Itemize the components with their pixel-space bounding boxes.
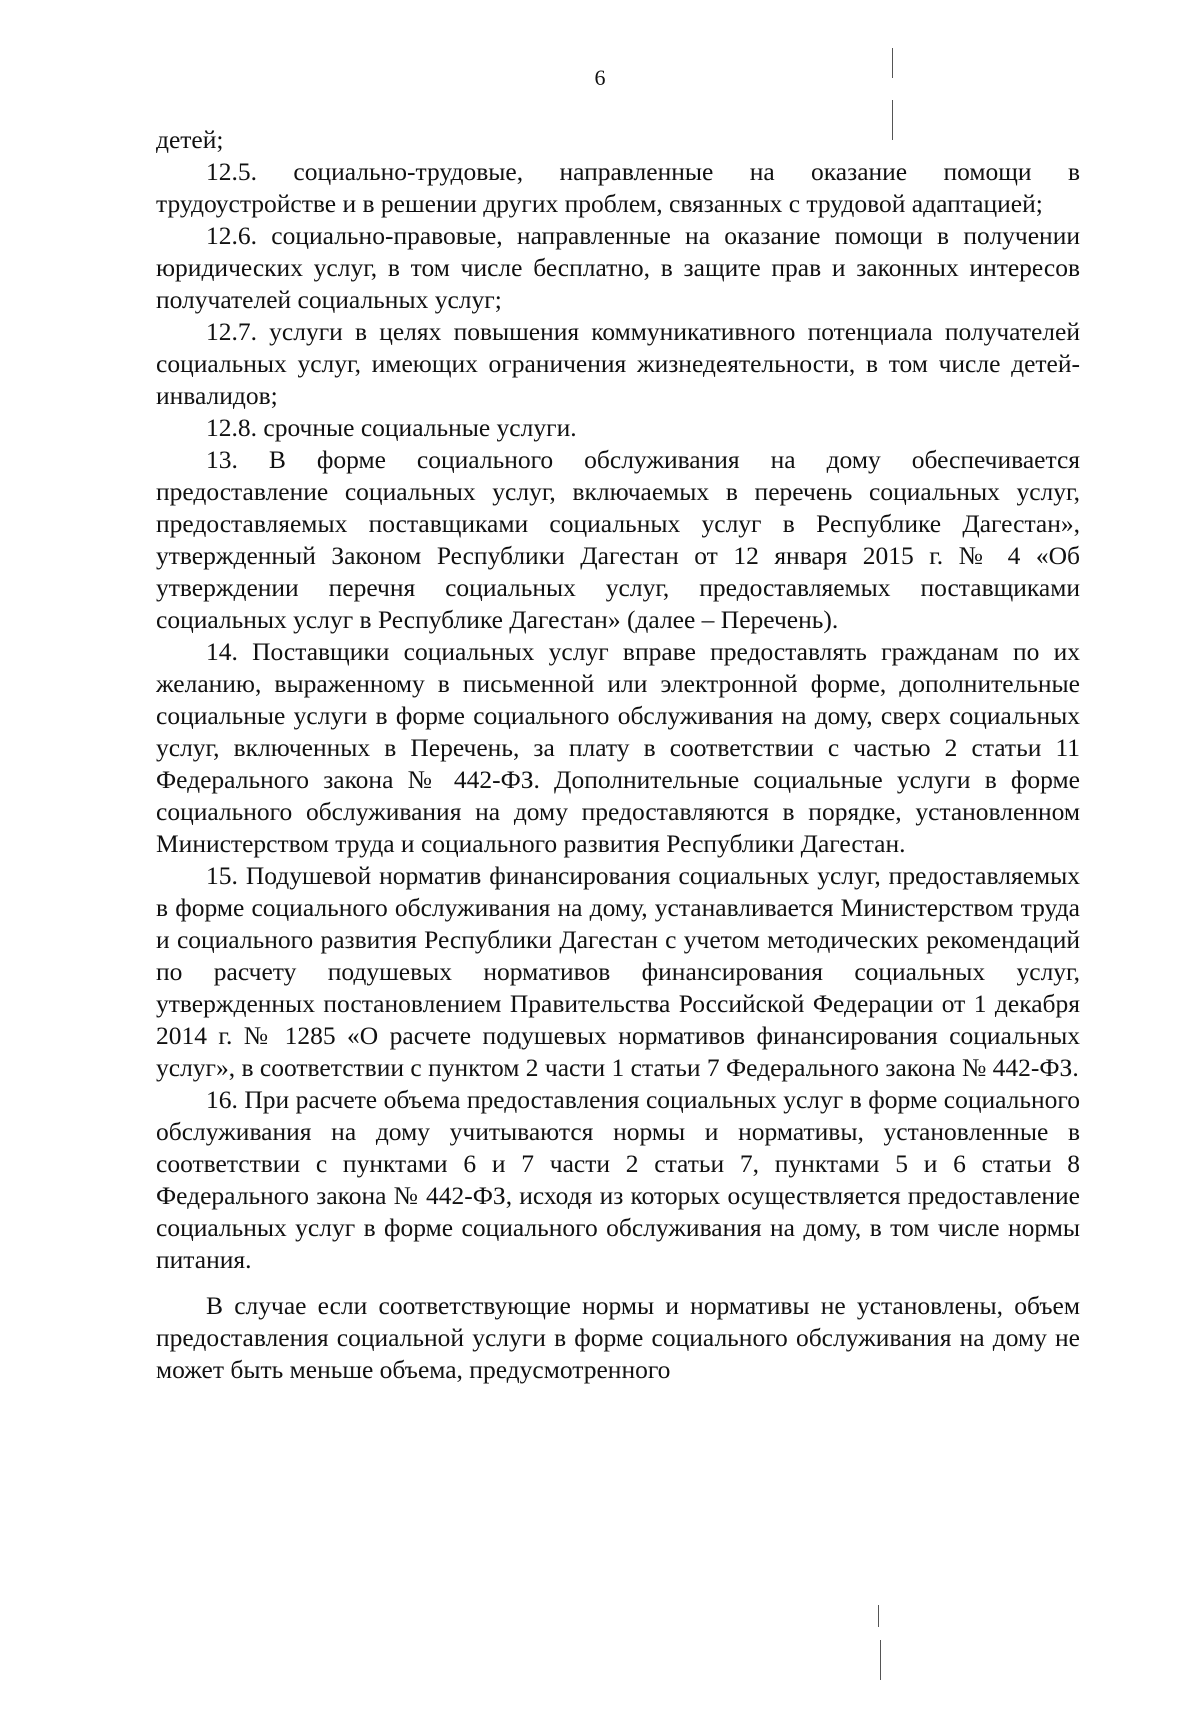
paragraph-14: 14. Поставщики социальных услуг вправе предоставлять гражданам по их желанию, выраженному в письменной или электронной форме, дополнительные социальные услуги в форме социального обслуживания на дому, сверх социальных услуг, включенных в Перечень, за плату в соответствии с частью 2 статьи 11 Федерального закона № 442-ФЗ. Дополнительные социальные услуги в форме социального обслуживания на дому предоставляются в порядке, установленном Министерством труда и социального развития Республики Дагестан. (156, 637, 1080, 858)
document-body (156, 124, 1080, 1386)
paragraph-16: 16. При расчете объема предоставления социальных услуг в форме социального обслуживания на дому учитываются нормы и нормативы, установленные в соответствии с пунктами 6 и 7 части 2 статьи 7, пунктами 5 и 6 статьи 8 Федерального закона № 442-ФЗ, исходя из которых осуществляется предоставление социальных услуг в форме социального обслуживания на дому, в том числе нормы питания. (156, 1085, 1080, 1274)
page-number: 6 (594, 65, 606, 90)
paragraph-13: 13. В форме социального обслуживания на дому обеспечивается предоставление социальных услуг, включаемых в перечень социальных услуг, предоставляемых поставщиками социальных услуг в Республике Дагестан», утвержденный Законом Республики Дагестан от 12 января 2015 г. № 4 «Об утверждении перечня социальных услуг, предоставляемых поставщиками социальных услуг в Республике Дагестан» (далее – Перечень). (156, 445, 1080, 634)
paragraph-15: 15. Подушевой норматив финансирования социальных услуг, предоставляемых в форме социального обслуживания на дому, устанавливается Министерством труда и социального развития Республики Дагестан с учетом методических рекомендаций по расчету подушевых нормативов финансирования социальных услуг, утвержденных постановлением Правительства Российской Федерации от 1 декабря 2014 г. № 1285 «О расчете подушевых нормативов финансирования социальных услуг», в соответствии с пунктом 2 части 1 статьи 7 Федерального закона № 442-ФЗ. (156, 861, 1080, 1082)
paragraph-12-5: 12.5. социально-трудовые, направленные на оказание помощи в трудоустройстве и в решении других проблем, связанных с трудовой адаптацией; (156, 157, 1080, 218)
scan-margin-mark (878, 1605, 879, 1627)
scan-margin-mark (892, 48, 893, 78)
paragraph-12-6: 12.6. социально-правовые, направленные на оказание помощи в получении юридических услуг, в том числе бесплатно, в защите прав и законных интересов получателей социальных услуг; (156, 221, 1080, 314)
paragraph-continuation: детей; (156, 125, 224, 154)
scan-margin-mark (892, 100, 893, 140)
scan-margin-mark (880, 1640, 881, 1680)
paragraph-12-7: 12.7. услуги в целях повышения коммуникативного потенциала получателей социальных услуг, имеющих ограничения жизнедеятельности, в том числе детей-инвалидов; (156, 317, 1080, 410)
paragraph-16-continuation: В случае если соответствующие нормы и нормативы не установлены, объем предоставления социальной услуги в форме социального обслуживания на дому не может быть меньше объема, предусмотренного (156, 1291, 1080, 1384)
paragraph-12-8: 12.8. срочные социальные услуги. (206, 413, 577, 442)
